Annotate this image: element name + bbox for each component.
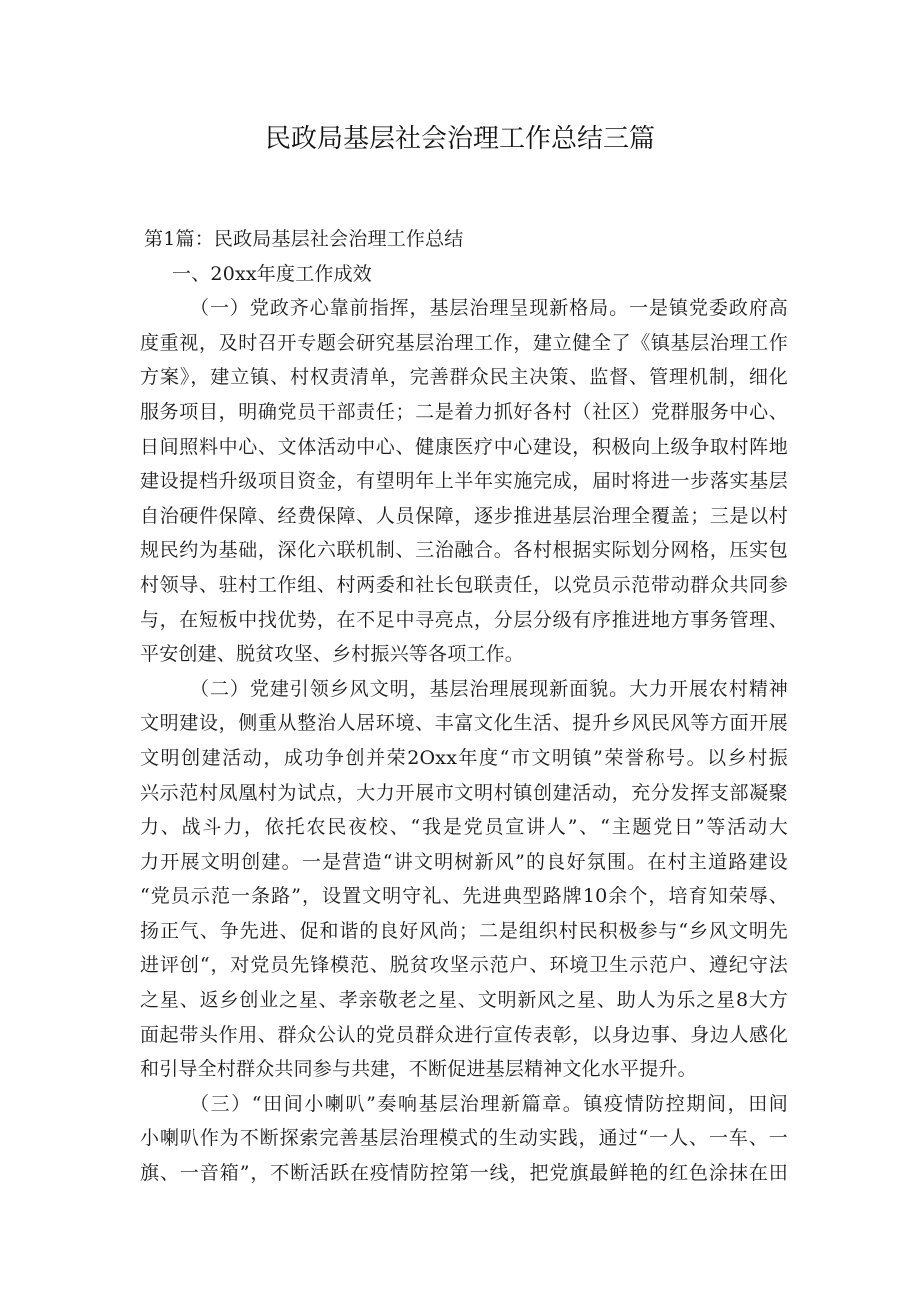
paragraph-line: 兴示范村凤凰村为试点，大力开展市文明村镇创建活动，充分发挥支部凝聚 xyxy=(140,781,788,804)
paragraph-1 xyxy=(140,291,788,672)
paragraph-line: 建设提档升级项目资金，有望明年上半年实施完成，届时将进一步落实基层 xyxy=(140,470,788,493)
paragraph-line: 度重视，及时召开专题会研究基层治理工作，建立健全了《镇基层治理工作 xyxy=(140,331,788,354)
paragraph-line: 进评创“，对党员先锋模范、脱贫攻坚示范户、环境卫生示范户、遵纪守法 xyxy=(140,954,788,977)
paragraph-line: 面起带头作用、群众公认的党员群众进行宣传表彰，以身边事、身边人感化 xyxy=(140,1023,788,1046)
paragraph-line: 规民约为基础，深化六联机制、三治融合。各村根据实际划分网格，压实包 xyxy=(140,539,788,562)
paragraph-line: 服务项目，明确党员干部责任；二是着力抓好各村（社区）党群服务中心、 xyxy=(140,400,788,423)
paragraph-line: 自治硬件保障、经费保障、人员保障，逐步推进基层治理全覆盖；三是以村 xyxy=(140,504,788,527)
document-body xyxy=(140,222,788,1191)
paragraph-line: （二）党建引领乡风文明，基层治理展现新面貌。大力开展农村精神 xyxy=(190,677,788,700)
paragraph-line: 扬正气、争先进、促和谐的良好风尚；二是组织村民积极参与“乡风文明先 xyxy=(140,919,788,942)
paragraph-line: 方案》，建立镇、村权责清单，完善群众民主决策、监督、管理机制，细化 xyxy=(140,366,788,389)
document-title: 民政局基层社会治理工作总结三篇 xyxy=(264,124,655,154)
paragraph-line: 和引导全村群众共同参与共建，不断促进基层精神文化水平提升。 xyxy=(140,1058,697,1081)
paragraph-line: 旗、一音箱”，不断活跃在疫情防控第一线，把党旗最鲜艳的红色涂抹在田 xyxy=(140,1162,788,1185)
paragraph-line: 力、战斗力，依托农民夜校、“我是党员宣讲人”、“主题党日”等活动大 xyxy=(140,816,788,839)
paragraph-line: 平安创建、脱贫攻坚、乡村振兴等各项工作。 xyxy=(140,643,525,666)
paragraph-line: 小喇叭作为不断探索完善基层治理模式的生动实践，通过“一人、一车、一 xyxy=(140,1127,788,1150)
paragraph-line: 日间照料中心、文体活动中心、健康医疗中心建设，积极向上级争取村阵地 xyxy=(140,435,788,458)
paragraph-line: 力开展文明创建。一是营造“讲文明树新风”的良好氛围。在村主道路建设 xyxy=(140,850,788,873)
section-heading: 一、20xx年度工作成效 xyxy=(172,262,373,285)
paragraph-line: （三）“田间小喇叭”奏响基层治理新篇章。镇疫情防控期间，田间 xyxy=(190,1092,788,1115)
paragraph-line: 文明创建活动，成功争创并荣2Oxx年度“市文明镇”荣誉称号。以乡村振 xyxy=(140,746,788,769)
paragraph-line: “党员示范一条路”，设置文明守礼、先进典型路牌10余个，培育知荣辱、 xyxy=(140,885,788,908)
paragraph-line: 之星、返乡创业之星、孝亲敬老之星、文明新风之星、助人为乐之星8大方 xyxy=(140,989,788,1012)
paragraph-line: 文明建设，侧重从整治人居环境、丰富文化生活、提升乡风民风等方面开展 xyxy=(140,712,788,735)
paragraph-3 xyxy=(140,1087,788,1191)
part-heading: 第1篇：民政局基层社会治理工作总结 xyxy=(144,228,464,250)
paragraph-line: （一）党政齐心靠前指挥，基层治理呈现新格局。一是镇党委政府高 xyxy=(190,297,788,320)
paragraph-line: 村领导、驻村工作组、村两委和社长包联责任，以党员示范带动群众共同参 xyxy=(140,573,788,596)
paragraph-line: 与，在短板中找优势，在不足中寻亮点，分层分级有序推进地方事务管理、 xyxy=(140,608,788,631)
paragraph-2 xyxy=(140,672,788,1087)
